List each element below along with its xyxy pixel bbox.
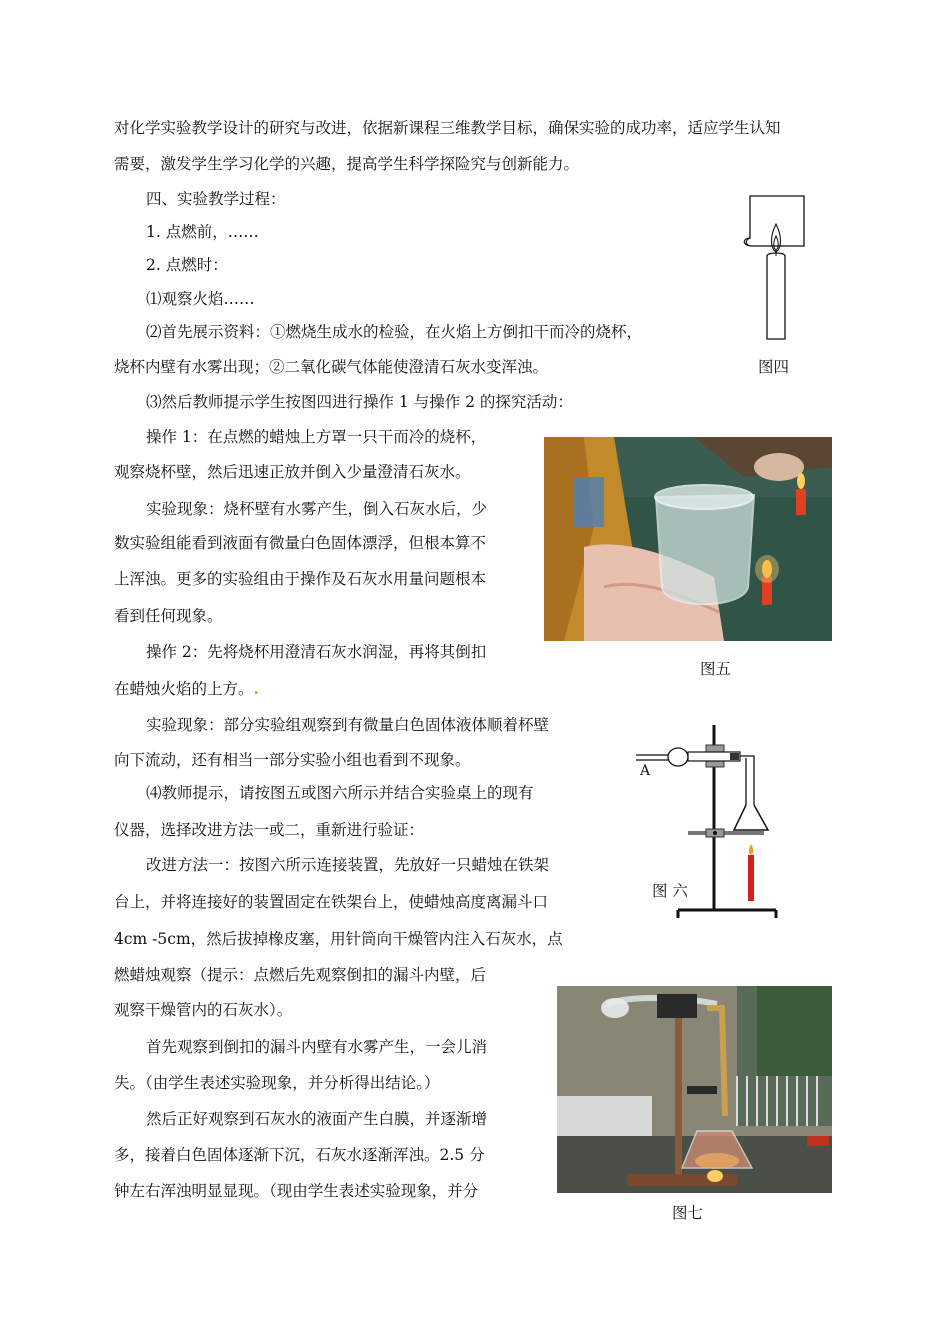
paragraph-line: 需要，激发学生学习化学的兴趣，提高学生科学探险究与创新能力。 <box>114 155 580 173</box>
sub-step-item: ⑶然后教师提示学生按图四进行操作 1 与操作 2 的探究活动： <box>146 393 573 411</box>
paragraph-line: 数实验组能看到液面有微量白色固体漂浮，但根本算不 <box>114 534 487 552</box>
paragraph-line: 观察干燥管内的石灰水）。 <box>114 1001 293 1019</box>
sub-step-item: ⑵首先展示资料：①燃烧生成水的检验，在火焰上方倒扣干而冷的烧杯， <box>146 323 643 341</box>
paragraph-line <box>114 679 259 699</box>
operation-2-line: 操作 2：先将烧杯用澄清石灰水润湿，再将其倒扣 <box>146 643 487 661</box>
paragraph-text: 在蜡烛火焰的上方。 <box>114 680 254 698</box>
paragraph-line: 仪器，选择改进方法一或二，重新进行验证： <box>114 821 425 839</box>
paragraph-line: 上浑浊。更多的实验组由于操作及石灰水用量问题根本 <box>114 570 487 588</box>
paragraph-line: 对化学实验教学设计的研究与改进，依据新课程三维教学目标，确保实验的成功率，适应学生认知 <box>114 119 781 137</box>
mark-dot: . <box>253 679 259 698</box>
paragraph-line: 燃蜡烛观察（提示：点燃后先观察倒扣的漏斗内壁，后 <box>114 966 487 984</box>
paragraph-line: 然后正好观察到石灰水的液面产生白膜，并逐渐增 <box>146 1110 488 1128</box>
phenomenon-line: 实验现象：部分实验组观察到有微量白色固体液体顺着杯壁 <box>146 716 550 734</box>
figure-6-label-a: A <box>640 763 651 779</box>
method-1-line: 改进方法一：按图六所示连接装置，先放好一只蜡烛在铁架 <box>146 856 550 874</box>
paragraph-line: 4cm -5cm，然后拔掉橡皮塞，用针筒向干燥管内注入石灰水，点 <box>114 930 563 948</box>
figure-4-caption: 图四 <box>758 358 790 376</box>
paragraph-line: 看到任何现象。 <box>114 607 223 625</box>
phenomenon-line: 实验现象：烧杯壁有水雾产生，倒入石灰水后，少 <box>146 500 488 518</box>
operation-1-line: 操作 1：在点燃的蜡烛上方罩一只干而冷的烧杯， <box>146 428 487 446</box>
step-item: 2. 点燃时： <box>146 256 228 274</box>
figure-4-candle-diagram <box>738 192 810 344</box>
figure-6-caption: 图 六 <box>652 882 688 900</box>
paragraph-line: 失。（由学生表述实验现象，并分析得出结论。） <box>114 1074 440 1092</box>
figure-5-photo <box>544 437 832 641</box>
figure-7-photo <box>557 986 832 1193</box>
step-item: 1. 点燃前，…… <box>146 223 259 241</box>
paragraph-line: 观察烧杯壁，然后迅速正放并倒入少量澄清石灰水。 <box>114 463 471 481</box>
sub-step-item: ⑷教师提示，请按图五或图六所示并结合实验桌上的现有 <box>146 784 534 802</box>
figure-7-caption: 图七 <box>672 1204 704 1222</box>
figure-5-caption: 图五 <box>700 660 732 678</box>
paragraph-line: 台上，并将连接好的装置固定在铁架台上，使蜡烛高度离漏斗口 <box>114 893 549 911</box>
paragraph-line: 烧杯内壁有水雾出现；②二氧化碳气体能使澄清石灰水变浑浊。 <box>114 358 549 376</box>
paragraph-line: 钟左右浑浊明显显现。（现由学生表述实验现象，并分 <box>114 1182 479 1200</box>
paragraph-line: 向下流动，还有相当一部分实验小组也看到不现象。 <box>114 751 471 769</box>
paragraph-line: 多，接着白色固体逐渐下沉，石灰水逐渐浑浊。2.5 分 <box>114 1146 485 1164</box>
paragraph-line: 首先观察到倒扣的漏斗内壁有水雾产生，一会儿消 <box>146 1038 488 1056</box>
section-heading: 四、实验教学过程： <box>146 190 286 208</box>
sub-step-item: ⑴观察火焰…… <box>146 290 255 308</box>
